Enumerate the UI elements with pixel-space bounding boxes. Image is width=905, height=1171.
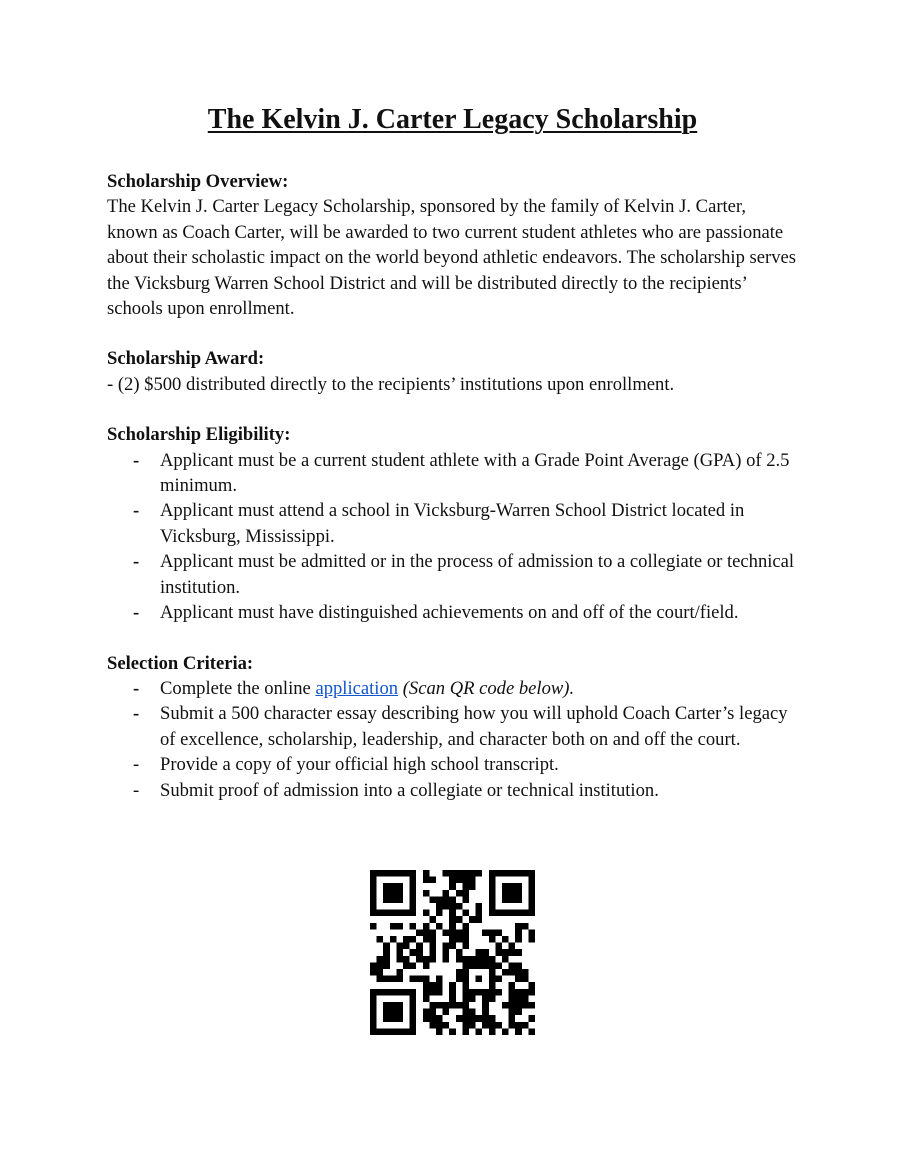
eligibility-item [107, 448, 797, 499]
overview-heading: Scholarship Overview: [107, 171, 289, 192]
application-link[interactable]: application [315, 677, 399, 699]
criteria-item-note: (Scan QR code below). [398, 677, 575, 699]
list-dash: - [133, 551, 140, 573]
eligibility-item [107, 549, 797, 600]
criteria-item [107, 701, 797, 752]
eligibility-list [107, 448, 797, 626]
eligibility-item [107, 498, 797, 549]
criteria-item-text: Submit proof of admission into a collegiate or technical institution. [160, 779, 659, 801]
list-dash: - [133, 677, 140, 699]
list-dash: - [133, 500, 140, 522]
eligibility-item-text: Applicant must be admitted or in the process of admission to a collegiate or technical institution. [160, 551, 795, 598]
criteria-item-text: Provide a copy of your official high school transcript. [160, 754, 559, 776]
list-dash: - [133, 602, 140, 624]
eligibility-item [107, 600, 797, 625]
criteria-item-prefix: Complete the online [160, 677, 316, 699]
page-title: The Kelvin J. Carter Legacy Scholarship [207, 104, 698, 135]
criteria-item-text: Submit a 500 character essay describing how you will uphold Coach Carter’s legacy of excellence, scholarship, leadership, and character both on and off the court. [160, 703, 788, 750]
criteria-list [107, 676, 797, 803]
qr-code-icon[interactable] [370, 870, 535, 1035]
eligibility-item-text: Applicant must have distinguished achievements on and off of the court/field. [160, 602, 739, 624]
eligibility-item-text: Applicant must attend a school in Vicksburg-Warren School District located in Vicksburg, Mississippi. [160, 500, 745, 547]
list-dash: - [133, 703, 140, 725]
eligibility-item-text: Applicant must be a current student athlete with a Grade Point Average (GPA) of 2.5 minimum. [160, 449, 790, 497]
list-dash: - [133, 449, 140, 471]
criteria-item [107, 752, 797, 777]
eligibility-heading: Scholarship Eligibility: [107, 424, 291, 446]
award-heading: Scholarship Award: [107, 348, 265, 370]
list-dash: - [133, 754, 140, 776]
list-dash: - [133, 779, 140, 801]
criteria-heading: Selection Criteria: [107, 652, 254, 674]
document-body [107, 169, 797, 803]
criteria-item [107, 778, 797, 803]
overview-text: The Kelvin J. Carter Legacy Scholarship, sponsored by the family of Kelvin J. Carter, known as Coach Carter, will be awarded to two current student athletes who are passionate about their scholastic impact on the world beyond athletic endeavors. The scholarship serves the Vicksburg Warren School District and will be distributed directly to the recipients’ schools upon enrollment. [107, 196, 796, 320]
criteria-item [107, 676, 797, 701]
award-text: - (2) $500 distributed directly to the recipients’ institutions upon enrollment. [107, 373, 675, 395]
